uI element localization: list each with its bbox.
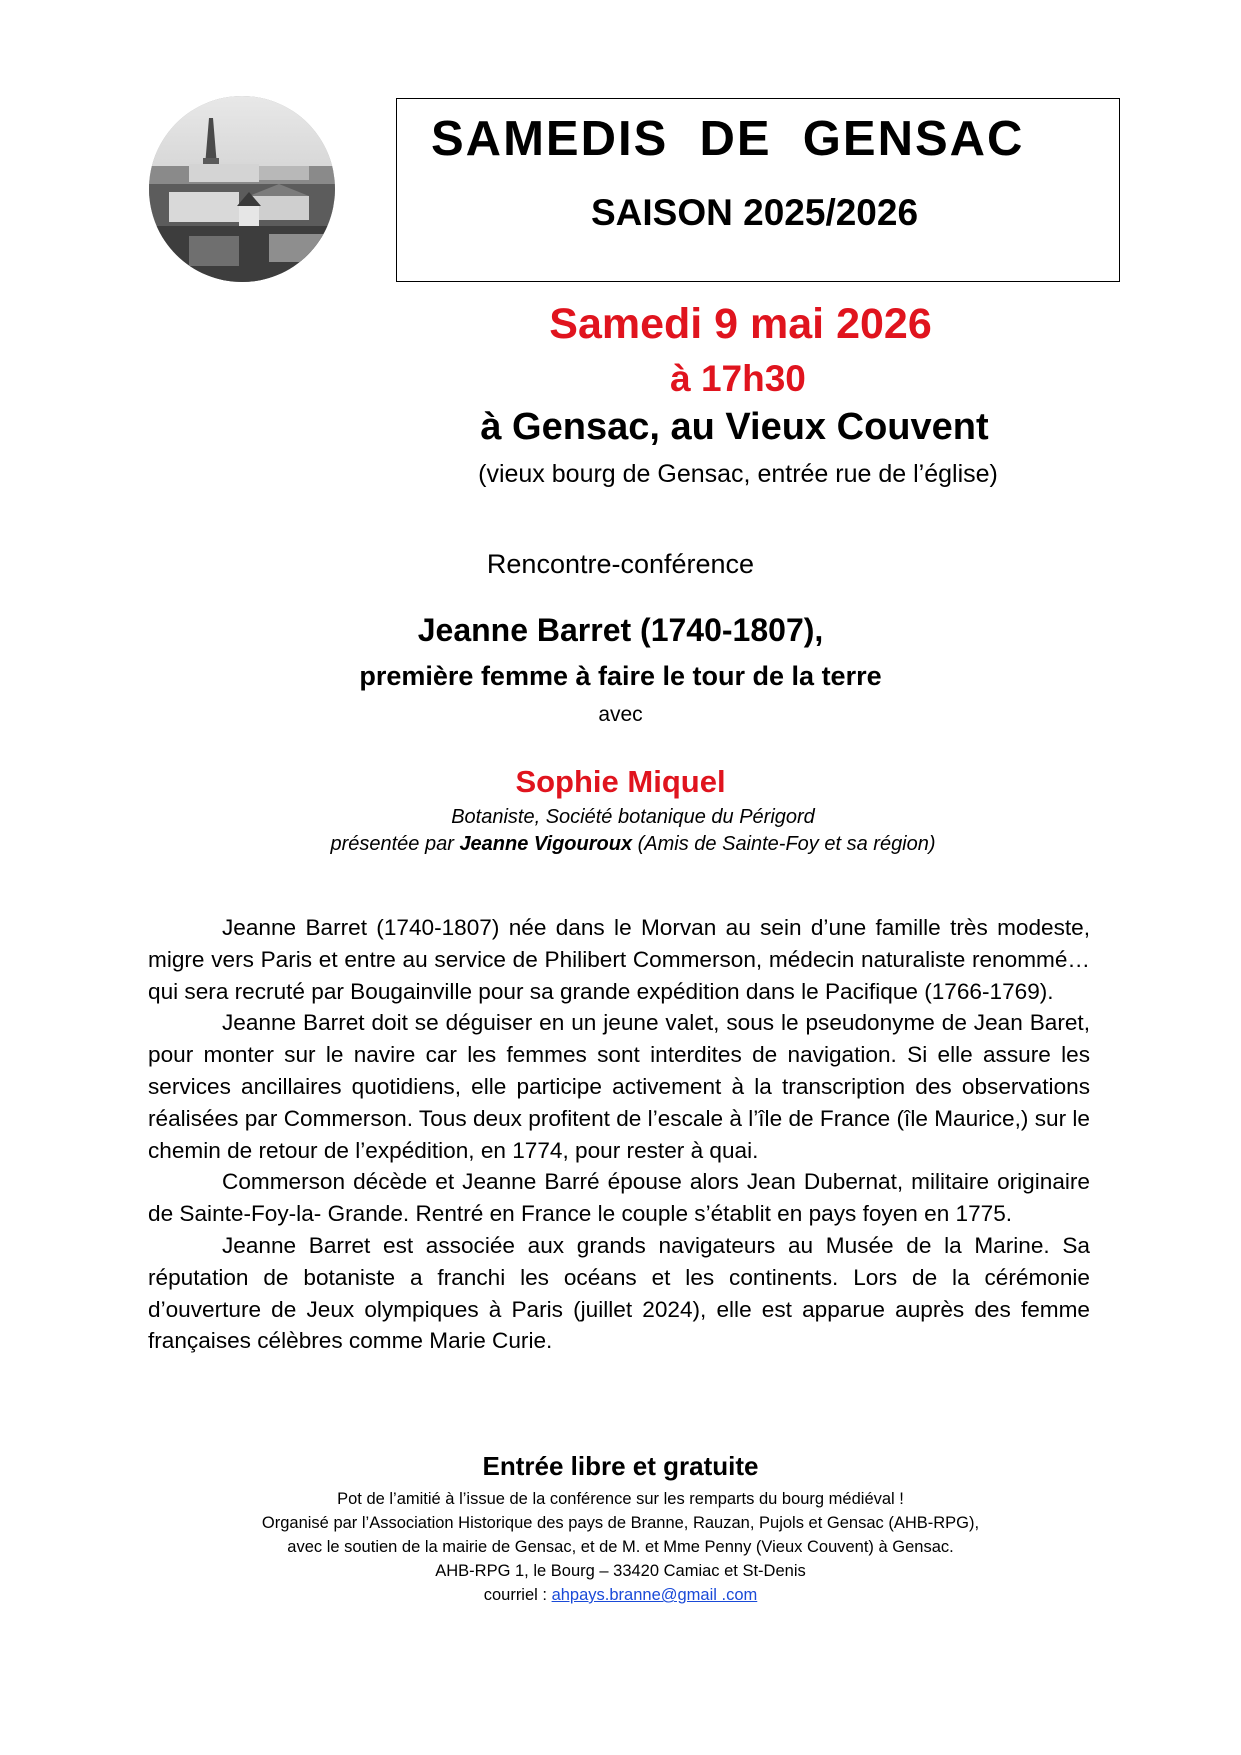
event-kind: Rencontre-conférence bbox=[486, 549, 755, 579]
series-title: SAMEDIS DE GENSAC bbox=[431, 112, 1025, 166]
footer-email-line bbox=[0, 1586, 1241, 1605]
conference-title: Jeanne Barret (1740-1807), bbox=[417, 612, 824, 648]
paragraph: Jeanne Barret est associée aux grands navigateurs au Musée de la Marine. Sa réputation de botaniste a franchi les océans et les continents. Lors de la cérémonie d’ouverture de Jeux olympiques à Paris (juillet 2024), elle est apparue auprès des femme françaises célèbres comme Marie Curie. bbox=[148, 1232, 1090, 1354]
event-time: à 17h30 bbox=[670, 358, 806, 399]
paragraph: Jeanne Barret (1740-1807) née dans le Morvan au sein d’une famille très modeste, migre vers Paris et entre au service de Philibert Commerson, médecin naturaliste renommé… qui sera recruté par Bougainville pour sa grande expédition dans le Pacifique (1766-1769). bbox=[148, 915, 1090, 1004]
speaker-name: Sophie Miquel bbox=[515, 764, 726, 799]
season-label: SAISON 2025/2026 bbox=[591, 192, 919, 233]
email-link[interactable]: ahpays.branne@gmail .com bbox=[551, 1586, 758, 1604]
title-box bbox=[396, 98, 1120, 282]
email-prefix: courriel : bbox=[483, 1586, 552, 1604]
presenter-line bbox=[0, 833, 1241, 856]
paragraph: Jeanne Barret doit se déguiser en un jeune valet, sous le pseudonyme de Jean Baret, pour monter sur le navire car les femmes sont interdites de navigation. Si elle assure les services ancillaires quotidiens, elle participe activement à la transcription des observations réalisées par Commerson. Tous deux profitent de l’escale à l’île de France (île Maurice,) sur le chemin de retour de l’expédition, en 1774, pour rester à quai. bbox=[148, 1010, 1090, 1163]
entry-notice: Entrée libre et gratuite bbox=[482, 1451, 759, 1481]
presenter-name: Jeanne Vigouroux bbox=[459, 833, 633, 855]
presenter-org: (Amis de Sainte-Foy et sa région) bbox=[632, 833, 936, 855]
footer-address: AHB-RPG 1, le Bourg – 33420 Camiac et St-Denis bbox=[435, 1562, 806, 1580]
footer-line: avec le soutien de la mairie de Gensac, et de M. et Mme Penny (Vieux Couvent) à Gensac. bbox=[287, 1538, 954, 1556]
with-label: avec bbox=[598, 703, 643, 726]
footer-line: Pot de l’amitié à l’issue de la conférence sur les remparts du bourg médiéval ! bbox=[337, 1490, 904, 1508]
event-address: (vieux bourg de Gensac, entrée rue de l’église) bbox=[478, 460, 998, 488]
event-date: Samedi 9 mai 2026 bbox=[549, 300, 932, 348]
paragraph: Commerson décède et Jeanne Barré épouse alors Jean Dubernat, militaire originaire de Sainte-Foy-la- Grande. Rentré en France le couple s’établit en pays foyen en 1775. bbox=[148, 1169, 1090, 1227]
speaker-role: Botaniste, Société botanique du Périgord bbox=[451, 806, 815, 828]
presented-prefix: présentée par bbox=[330, 833, 460, 855]
body-text bbox=[148, 912, 1090, 1357]
conference-subtitle: première femme à faire le tour de la terre bbox=[359, 661, 882, 691]
footer-line: Organisé par l’Association Historique des pays de Branne, Rauzan, Pujols et Gensac (AHB-RPG), bbox=[261, 1514, 980, 1532]
village-photo-illustration bbox=[149, 96, 335, 282]
village-photo bbox=[149, 96, 335, 282]
event-place: à Gensac, au Vieux Couvent bbox=[480, 406, 989, 448]
